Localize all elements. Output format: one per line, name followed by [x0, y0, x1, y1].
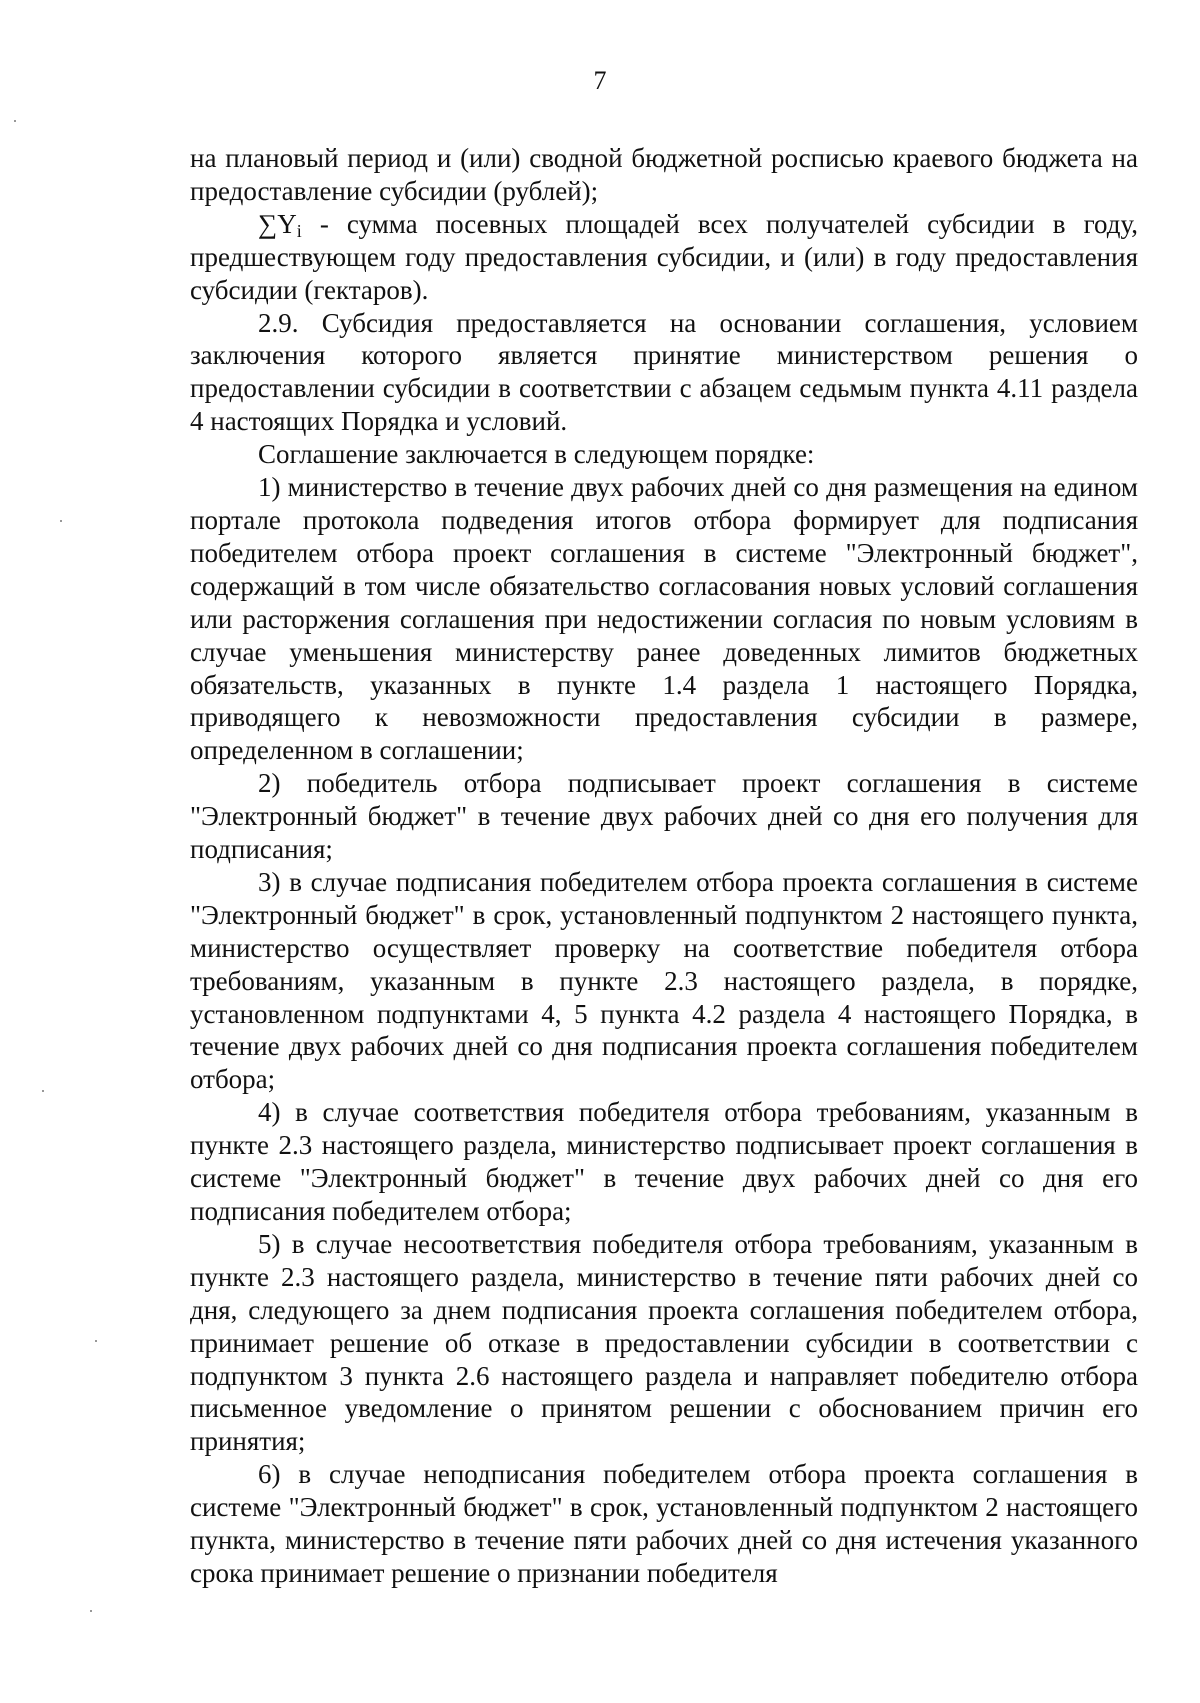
paragraph-1-text: - сумма посевных площадей всех получателей субсидии в году, предшествующем году предоставления субсидии, и (или) в году предоставления субсидии (гектаров).	[190, 208, 1138, 305]
paragraph-8: 5) в случае несоответствия победителя отбора требованиям, указанным в пункте 2.3 настоящего раздела, министерство в течение пяти рабочих дней со дня, следующего за днем подписания проекта соглашения победителем отбора, принимает решение об отказе в предоставлении субсидии в соответствии с подпунктом 3 пункта 2.6 настоящего раздела и направляет победителю отбора письменное уведомление о принятом решении с обоснованием причин его принятия;	[190, 1228, 1138, 1457]
paragraph-2: 2.9. Субсидия предоставляется на основании соглашения, условием заключения которого является принятие министерством решения о предоставлении субсидии в соответствии с абзацем седьмым пункта 4.11 раздела 4 настоящих Порядка и условий.	[190, 307, 1138, 437]
paragraph-3: Соглашение заключается в следующем порядке:	[258, 439, 815, 470]
document-body	[190, 142, 1138, 1590]
page-number: 7	[593, 66, 607, 95]
paragraph-0: на плановый период и (или) сводной бюджетной росписью краевого бюджета на предоставление субсидии (рублей);	[190, 143, 1138, 206]
scan-mark	[14, 120, 16, 122]
subscript-i: i	[296, 220, 302, 241]
paragraph-9: 6) в случае неподписания победителем отбора проекта соглашения в системе "Электронный бюджет" в срок, установленный подпунктом 2 настоящего пункта, министерство в течение пяти рабочих дней со дня истечения указанного срока принимает решение о признании победителя	[190, 1459, 1138, 1588]
scan-mark	[95, 1340, 97, 1342]
paragraph-4: 1) министерство в течение двух рабочих дней со дня размещения на едином портале протокола подведения итогов отбора формирует для подписания победителем отбора проект соглашения в системе "Электронный бюджет", содержащий в том числе обязательство согласования новых условий соглашения или расторжения соглашения при недостижении согласия по новым условиям в случае уменьшения министерству ранее доведенных лимитов бюджетных обязательств, указанных в пункте 1.4 раздела 1 настоящего Порядка, приводящего к невозможности предоставления субсидии в размере, определенном в соглашении;	[190, 472, 1138, 766]
paragraph-7: 4) в случае соответствия победителя отбора требованиям, указанным в пункте 2.3 настоящего раздела, министерство подписывает проект соглашения в системе "Электронный бюджет" в течение двух рабочих дней со дня его подписания победителем отбора;	[190, 1097, 1138, 1226]
sum-symbol: ∑Y	[258, 208, 297, 239]
paragraph-6: 3) в случае подписания победителем отбора проекта соглашения в системе "Электронный бюджет" в срок, установленный подпунктом 2 настоящего пункта, министерство осуществляет проверку на соответствие победителя отбора требованиям, указанным в пункте 2.3 настоящего раздела, в порядке, установленном подпунктами 4, 5 пункта 4.2 раздела 4 настоящего Порядка, в течение двух рабочих дней со дня подписания проекта соглашения победителем отбора;	[190, 866, 1138, 1095]
paragraph-1	[190, 208, 1138, 307]
scan-mark	[90, 1610, 92, 1612]
scan-mark	[42, 1090, 44, 1092]
scan-mark	[60, 520, 62, 522]
paragraph-5: 2) победитель отбора подписывает проект соглашения в системе "Электронный бюджет" в течение двух рабочих дней со дня его получения для подписания;	[190, 768, 1138, 865]
